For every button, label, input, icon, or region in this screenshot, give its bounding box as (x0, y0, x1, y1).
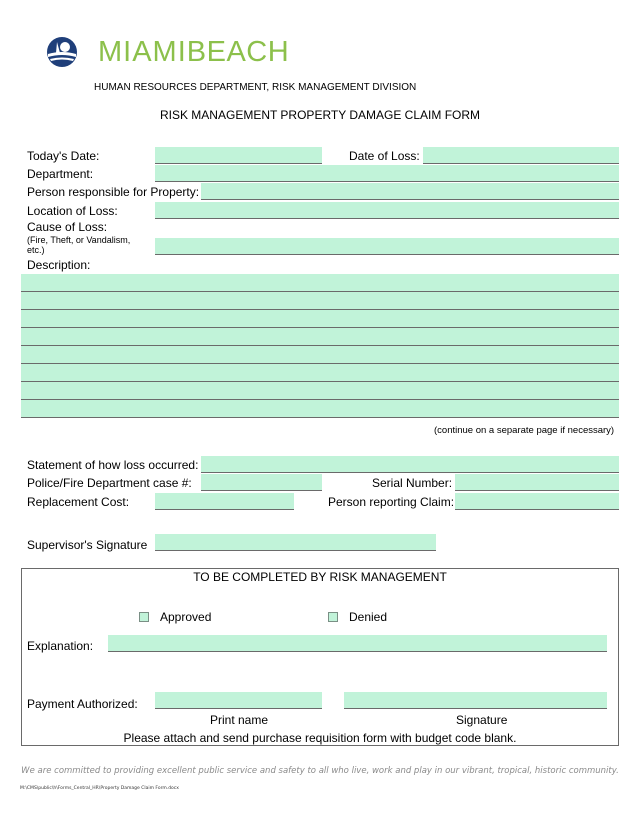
approved-checkbox[interactable] (139, 612, 149, 622)
print-name-field[interactable] (155, 692, 322, 709)
signature-caption: Signature (456, 713, 508, 727)
police-case-field[interactable] (201, 474, 322, 491)
description-line-6[interactable] (21, 364, 619, 382)
print-name-caption: Print name (210, 713, 269, 727)
todays-date-field[interactable] (155, 147, 322, 164)
payment-authorized-label: Payment Authorized: (27, 697, 138, 711)
signature-field[interactable] (344, 692, 607, 709)
denied-label: Denied (349, 610, 388, 624)
cause-of-loss-hint-1: (Fire, Theft, or Vandalism, (27, 235, 131, 245)
statement-label: Statement of how loss occurred: (27, 458, 199, 472)
description-line-3[interactable] (21, 310, 619, 328)
supervisor-signature-label: Supervisor's Signature (27, 538, 148, 552)
explanation-label: Explanation: (27, 639, 94, 653)
serial-number-label: Serial Number: (372, 476, 453, 490)
location-of-loss-field[interactable] (155, 202, 619, 219)
risk-section-title: TO BE COMPLETED BY RISK MANAGEMENT (193, 570, 447, 584)
description-label: Description: (27, 258, 91, 272)
description-line-4[interactable] (21, 328, 619, 346)
cause-of-loss-label: Cause of Loss: (27, 220, 108, 234)
date-of-loss-field[interactable] (423, 147, 619, 164)
miami-beach-logo-icon (46, 36, 78, 68)
department-field[interactable] (155, 165, 619, 182)
person-responsible-field[interactable] (201, 183, 619, 200)
supervisor-signature-field[interactable] (155, 534, 436, 551)
person-reporting-label: Person reporting Claim: (328, 495, 455, 509)
risk-management-section (21, 568, 619, 746)
statement-field[interactable] (201, 456, 619, 473)
brand-miami: MIAMI (98, 36, 187, 68)
location-of-loss-label: Location of Loss: (27, 204, 118, 218)
explanation-field[interactable] (108, 635, 607, 652)
description-line-5[interactable] (21, 346, 619, 364)
attach-note: Please attach and send purchase requisition form with budget code blank. (123, 731, 517, 745)
brand-wordmark (98, 36, 289, 68)
continue-note: (continue on a separate page if necessary) (434, 425, 615, 436)
description-line-8[interactable] (21, 400, 619, 418)
cause-of-loss-field[interactable] (155, 238, 619, 255)
footer-motto: We are committed to providing excellent public service and safety to all who live, work and play in our vibrant, tropical, historic community. (21, 766, 619, 776)
replacement-cost-label: Replacement Cost: (27, 495, 130, 509)
department-label: Department: (27, 167, 94, 181)
approved-label: Approved (160, 610, 212, 624)
person-responsible-label: Person responsible for Property: (27, 185, 200, 199)
description-line-7[interactable] (21, 382, 619, 400)
form-title: RISK MANAGEMENT PROPERTY DAMAGE CLAIM FORM (159, 108, 481, 122)
replacement-cost-field[interactable] (155, 493, 294, 510)
footer-file-path: M:\CMS\public\h\Forms_Central_HR\Property Damage Claim Form.docx (20, 786, 179, 791)
date-of-loss-label: Date of Loss: (349, 149, 420, 163)
denied-checkbox[interactable] (328, 612, 338, 622)
cause-of-loss-hint-2: etc.) (27, 245, 45, 255)
description-line-2[interactable] (21, 292, 619, 310)
brand-beach: BEACH (186, 36, 290, 68)
department-heading: HUMAN RESOURCES DEPARTMENT, RISK MANAGEMENT DIVISION (94, 82, 417, 93)
police-case-label: Police/Fire Department case #: (27, 476, 192, 490)
person-reporting-field[interactable] (455, 493, 619, 510)
description-line-1[interactable] (21, 274, 619, 292)
todays-date-label: Today's Date: (27, 149, 100, 163)
serial-number-field[interactable] (455, 474, 619, 491)
